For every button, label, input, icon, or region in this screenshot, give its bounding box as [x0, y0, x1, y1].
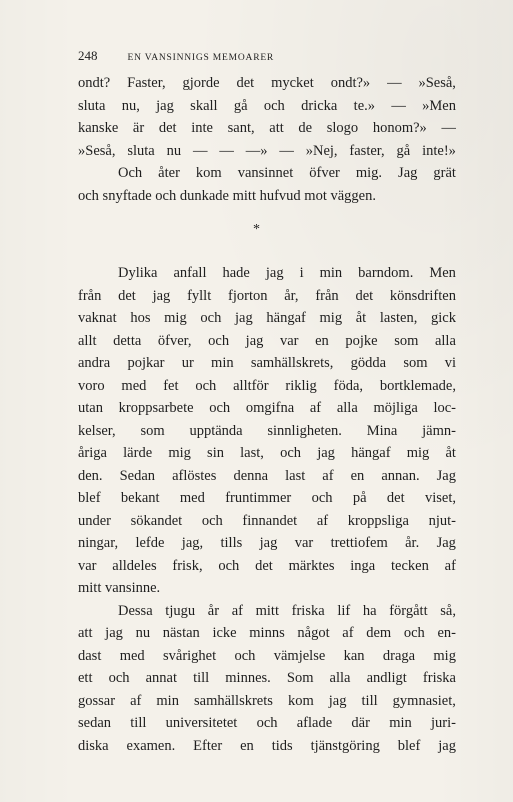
text-line: voro med fet och alltför riklig föda, bortklemade, — [78, 377, 456, 394]
text-line: ningar, lefde jag, tills jag var trettiofem år. Jag — [78, 535, 456, 551]
text-line: Och åter kom vansinnet öfver mig. Jag grät — [118, 165, 456, 181]
text-line: under sökandet och finnandet af kroppsliga njut- — [78, 512, 456, 529]
text-line: ett och annat till minnes. Som alla andligt friska — [78, 670, 456, 686]
text-line: åriga lärde mig sin last, och jag hängaf mig åt — [78, 445, 456, 461]
text-line: sedan till universitetet och aflade där min juri- — [78, 715, 456, 731]
text-line: sluta nu, jag skall gå och dricka te.» — »Men — [78, 97, 456, 114]
text-line: och snyftade och dunkade mitt hufvud mot väggen. — [78, 187, 376, 204]
text-line: utan kroppsarbete och omgifna af alla möjliga loc- — [78, 400, 456, 416]
text-line: var alldeles frisk, och det märktes inga tecken af — [78, 557, 456, 574]
text-line: från det jag fyllt fjorton år, från det könsdriften — [78, 287, 456, 304]
text-line: Dessa tjugu år af mitt friska lif ha förgått så, — [118, 602, 456, 619]
text-line: att jag nu nästan icke minns något af dem och en- — [78, 625, 456, 641]
section-break-asterism: * — [253, 222, 260, 237]
text-line: dast med svårighet och vämjelse kan draga mig — [78, 647, 456, 664]
text-line: diska examen. Efter en tids tjänstgöring blef jag — [78, 737, 456, 754]
text-block-2 — [78, 262, 456, 757]
text-line: kelser, som upptända sinnligheten. Mina jämn- — [78, 422, 456, 439]
text-line: andra pojkar ur min samhällskrets, gödda som vi — [78, 355, 456, 371]
text-line: gossar af min samhällskrets kom jag till gymnasiet, — [78, 692, 456, 709]
text-line: den. Sedan aflöstes denna last af en annan. Jag — [78, 467, 456, 484]
text-line: »Seså, sluta nu — — —» — »Nej, faster, gå inte!» — [78, 142, 456, 159]
text-line: mitt vansinne. — [78, 580, 161, 596]
text-line: kanske är det inte sant, att de slogo honom?» — — [78, 120, 456, 136]
page-header — [78, 48, 458, 64]
text-line: allt detta öfver, och jag var en pojke som alla — [78, 332, 456, 349]
text-line: ondt? Faster, gjorde det mycket ondt?» — »Seså, — [78, 75, 456, 91]
page-number: 248 — [78, 48, 98, 63]
text-line: vaknat hos mig och jag hängaf mig åt lasten, gick — [78, 310, 456, 326]
text-line: blef bekant med fruntimmer och på det viset, — [78, 490, 456, 506]
text-line: Dylika anfall hade jag i min barndom. Men — [118, 265, 456, 281]
running-title: EN VANSINNIGS MEMOARER — [127, 53, 275, 63]
text-block-1 — [78, 72, 456, 207]
